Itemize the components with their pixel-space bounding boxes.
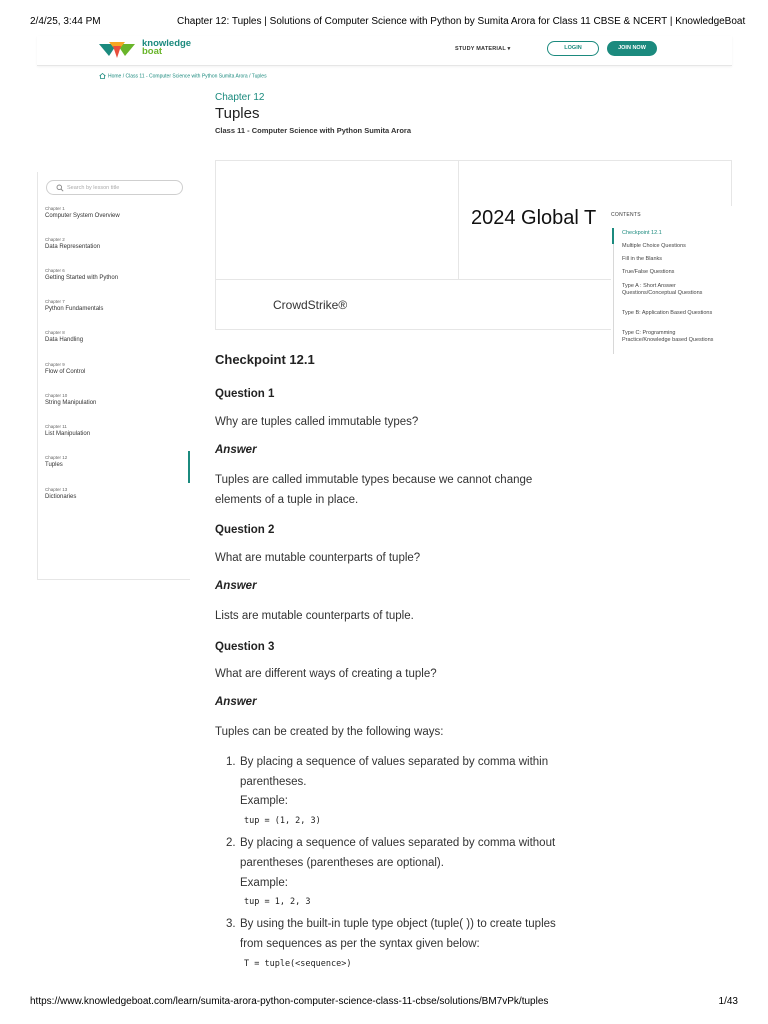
breadcrumb-text[interactable]: Home / Class 11 - Computer Science with Python Sumita Arora / Tuples	[108, 73, 267, 80]
logo[interactable]	[97, 38, 197, 62]
question-title: Question 3	[215, 641, 275, 653]
chapter-name[interactable]: Data Representation	[45, 244, 101, 250]
toc-item-type-a[interactable]: Type A : Short Answer Questions/Conceptual Questions	[622, 283, 703, 296]
chapter-number: Chapter 9	[45, 362, 65, 367]
print-title: Chapter 12: Tuples | Solutions of Computer Science with Python by Sumita Arora for Class 11 CBSE & NCERT | KnowledgeBoat	[177, 16, 746, 27]
chapter-number: Chapter 8	[45, 330, 65, 335]
code-snippet: tup = (1, 2, 3)	[244, 816, 321, 826]
toc-item-type-b[interactable]: Type B: Application Based Questions	[622, 310, 713, 316]
list-number: 1.	[226, 756, 236, 768]
ad-headline[interactable]: 2024 Global T	[471, 207, 597, 229]
question-text: What are mutable counterparts of tuple?	[215, 552, 421, 564]
answer-label: Answer	[215, 696, 257, 708]
answer-text: Tuples can be created by the following ways:	[215, 726, 444, 738]
login-button[interactable]: LOGIN	[547, 41, 599, 56]
list-item-text: Example:	[240, 795, 288, 807]
question-title: Question 2	[215, 524, 275, 536]
question-text: Why are tuples called immutable types?	[215, 416, 419, 428]
answer-label: Answer	[215, 444, 257, 456]
toc-item-mcq[interactable]: Multiple Choice Questions	[622, 243, 686, 249]
sidebar-item-chapter-12[interactable]	[45, 455, 185, 468]
logo-text: knowledge boat	[142, 38, 192, 57]
toc-rail	[613, 228, 614, 354]
ad-sponsor[interactable]: CrowdStrike®	[273, 298, 348, 312]
section-title: Checkpoint 12.1	[215, 352, 315, 367]
code-snippet: tup = 1, 2, 3	[244, 897, 311, 907]
toc-item-checkpoint[interactable]: Checkpoint 12.1	[622, 230, 662, 236]
chapter-number: Chapter 11	[45, 424, 67, 429]
chapter-number: Chapter 2	[45, 237, 65, 242]
chapter-name[interactable]: Python Fundamentals	[45, 306, 104, 312]
list-item-text: parentheses (parentheses are optional).	[240, 857, 444, 869]
code-snippet: T = tuple(<sequence>)	[244, 959, 352, 969]
table-of-contents	[611, 206, 732, 356]
list-item-text: By placing a sequence of values separated by comma within	[240, 756, 549, 768]
toc-item-true-false[interactable]: True/False Questions	[622, 269, 675, 275]
page-subtitle: Class 11 - Computer Science with Python Sumita Arora	[215, 126, 412, 135]
chapter-name[interactable]: String Manipulation	[45, 400, 97, 406]
search-icon	[56, 184, 64, 192]
toc-active-indicator	[612, 228, 614, 244]
join-now-button[interactable]: JOIN NOW	[607, 41, 657, 56]
chapter-name[interactable]: Dictionaries	[45, 494, 77, 500]
chapter-number: Chapter 7	[45, 299, 65, 304]
answer-text: Tuples are called immutable types because we cannot change	[215, 474, 533, 486]
chapter-name[interactable]: Flow of Control	[45, 369, 86, 375]
list-item-text: By placing a sequence of values separated by comma without	[240, 837, 556, 849]
print-footer	[30, 996, 738, 1010]
breadcrumb[interactable]	[99, 73, 267, 79]
page-title: Tuples	[215, 105, 260, 122]
sidebar-item-chapter-9[interactable]	[45, 362, 185, 375]
chapter-name[interactable]: List Manipulation	[45, 431, 91, 437]
sidebar-item-chapter-13[interactable]	[45, 487, 185, 500]
sidebar-item-chapter-1[interactable]	[45, 206, 185, 219]
answer-label: Answer	[215, 580, 257, 592]
list-number: 3.	[226, 918, 236, 930]
print-header	[30, 16, 746, 30]
answer-text: elements of a tuple in place.	[215, 494, 359, 506]
chapter-name[interactable]: Data Handling	[45, 337, 84, 343]
chapter-number: Chapter 1	[45, 206, 65, 211]
chapter-sidebar	[37, 172, 190, 580]
toc-title: CONTENTS	[611, 212, 641, 218]
print-date: 2/4/25, 3:44 PM	[30, 16, 101, 27]
question-title: Question 1	[215, 388, 275, 400]
list-number: 2.	[226, 837, 236, 849]
sidebar-item-chapter-10[interactable]	[45, 393, 185, 406]
list-item-text: from sequences as per the syntax given below:	[240, 938, 480, 950]
logo-boat-icon	[97, 40, 139, 60]
ad-divider	[458, 161, 459, 279]
chapter-name[interactable]: Getting Started with Python	[45, 275, 119, 281]
chapter-name[interactable]: Computer System Overview	[45, 213, 120, 219]
chapter-name[interactable]: Tuples	[45, 462, 63, 468]
chapter-label: Chapter 12	[215, 92, 265, 103]
sidebar-item-chapter-2[interactable]	[45, 237, 185, 250]
sidebar-item-chapter-7[interactable]	[45, 299, 185, 312]
chapter-number: Chapter 10	[45, 393, 68, 398]
sidebar-item-chapter-8[interactable]	[45, 330, 185, 343]
study-material-menu[interactable]: STUDY MATERIAL ▾	[455, 46, 511, 52]
active-chapter-indicator	[188, 451, 190, 483]
chapter-number: Chapter 13	[45, 487, 68, 492]
lesson-search[interactable]	[46, 180, 183, 195]
toc-item-fill-blanks[interactable]: Fill in the Blanks	[622, 256, 663, 262]
print-page-number: 1/43	[718, 996, 738, 1007]
site-header	[37, 36, 732, 66]
list-item-text: parentheses.	[240, 776, 307, 788]
home-icon	[99, 73, 106, 79]
search-input[interactable]	[67, 183, 177, 193]
sidebar-item-chapter-6[interactable]	[45, 268, 185, 281]
chapter-number: Chapter 12	[45, 455, 68, 460]
chapter-number: Chapter 6	[45, 268, 65, 273]
answer-text: Lists are mutable counterparts of tuple.	[215, 610, 414, 622]
list-item-text: Example:	[240, 877, 288, 889]
sidebar-item-chapter-11[interactable]	[45, 424, 185, 437]
print-url: https://www.knowledgeboat.com/learn/sumita-arora-python-computer-science-class-11-cbse/solutions/BM7vPk/tuples	[30, 996, 549, 1007]
question-text: What are different ways of creating a tuple?	[215, 668, 437, 680]
list-item-text: By using the built-in tuple type object (tuple( )) to create tuples	[240, 918, 556, 930]
toc-item-type-c[interactable]: Type C: Programming Practice/Knowledge based Questions	[622, 330, 714, 343]
